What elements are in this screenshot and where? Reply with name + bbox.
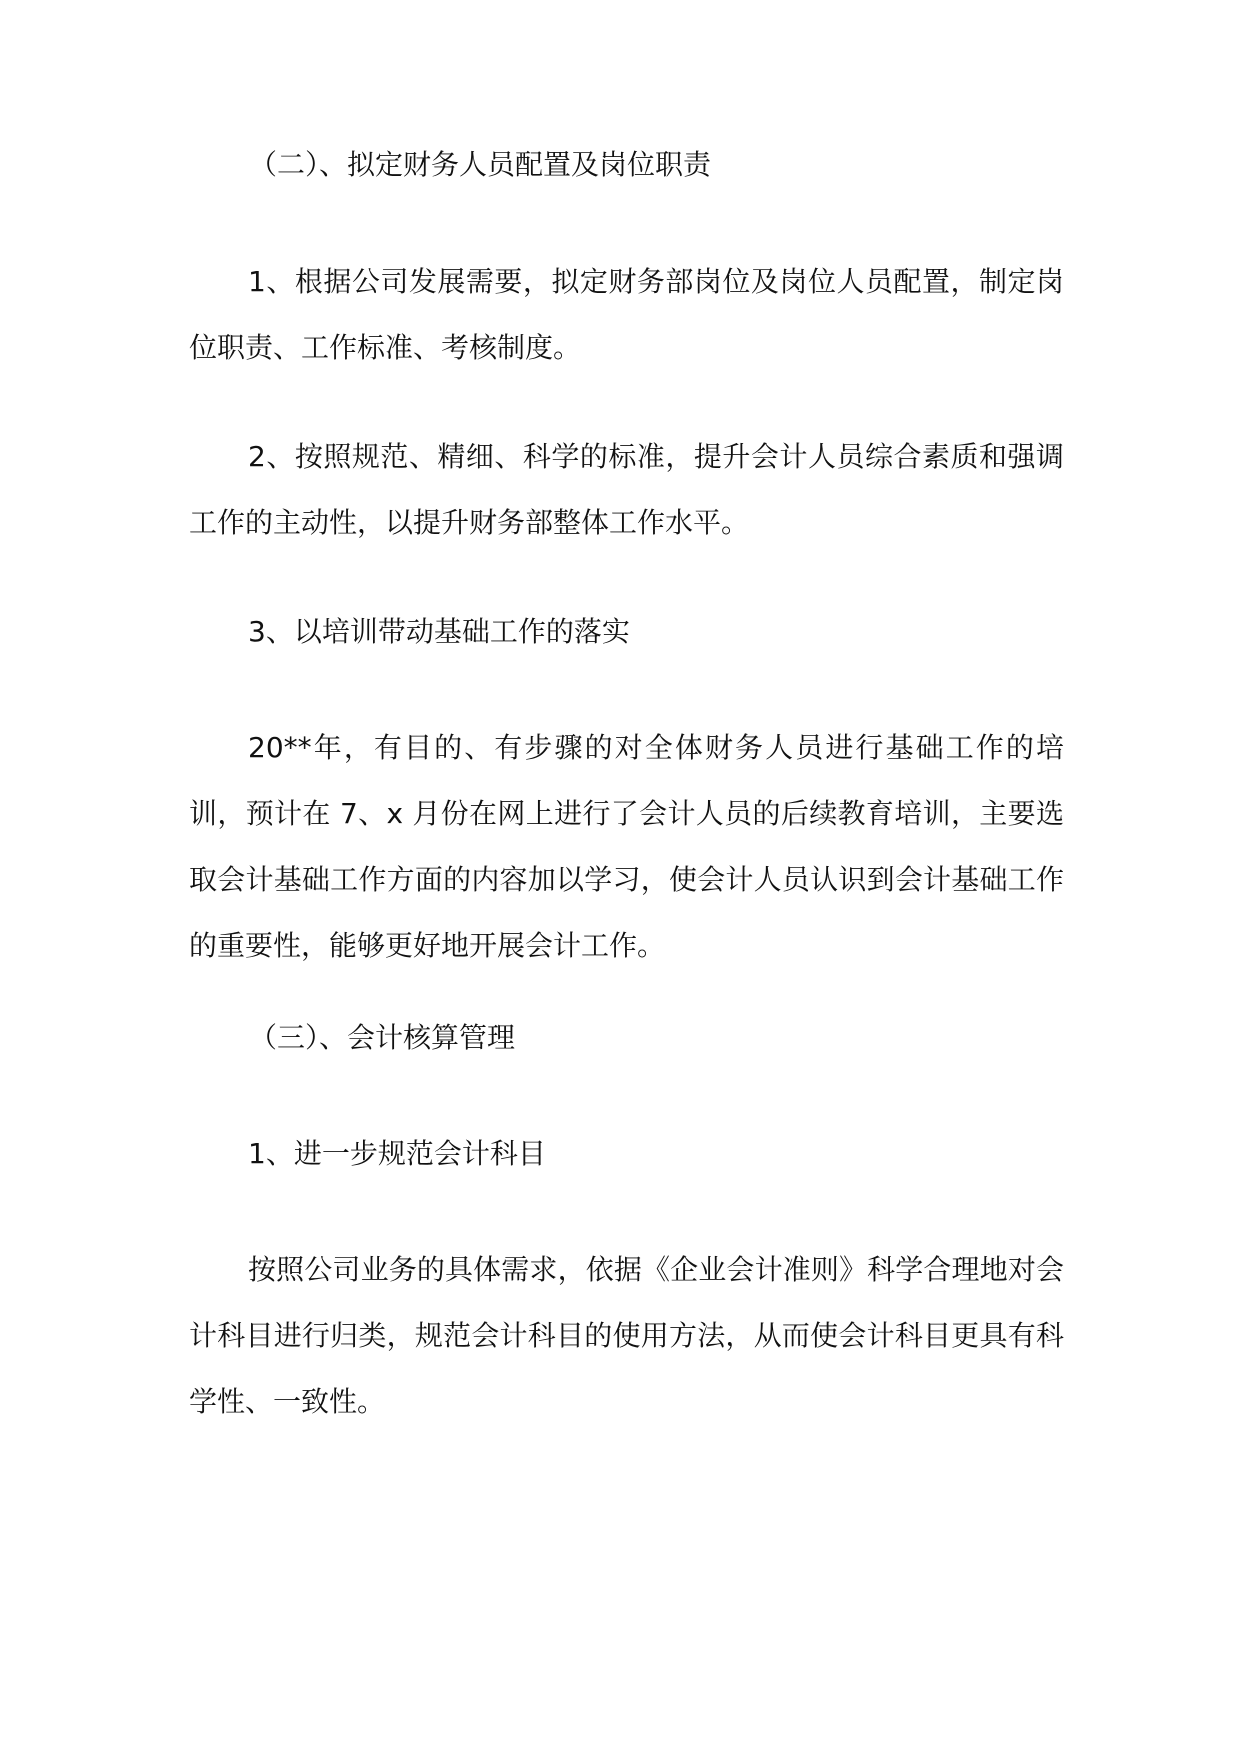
paragraph-body-2-3: 20**年，有目的、有步骤的对全体财务人员进行基础工作的培训，预计在 7、x 月份在网上进行了会计人员的后续教育培训，主要选取会计基础工作方面的内容加以学习，使会计人员认识到会计基础工作的重要性，能够更好地开展会计工作。 bbox=[189, 731, 1064, 962]
section-heading-2: （二）、拟定财务人员配置及岗位职责 bbox=[249, 148, 712, 181]
paragraph-item-2-2: 2、按照规范、精细、科学的标准，提升会计人员综合素质和强调工作的主动性，以提升财务部整体工作水平。 bbox=[189, 440, 1064, 539]
section-heading-3: （三）、会计核算管理 bbox=[249, 1021, 516, 1054]
paragraph-item-3-1: 1、进一步规范会计科目 bbox=[248, 1137, 546, 1170]
paragraph-item-2-3: 3、以培训带动基础工作的落实 bbox=[248, 615, 630, 648]
paragraph-body-3-1: 按照公司业务的具体需求，依据《企业会计准则》科学合理地对会计科目进行归类，规范会计科目的使用方法，从而使会计科目更具有科学性、一致性。 bbox=[189, 1253, 1064, 1418]
paragraph-item-2-1: 1、根据公司发展需要，拟定财务部岗位及岗位人员配置，制定岗位职责、工作标准、考核制度。 bbox=[189, 265, 1064, 364]
